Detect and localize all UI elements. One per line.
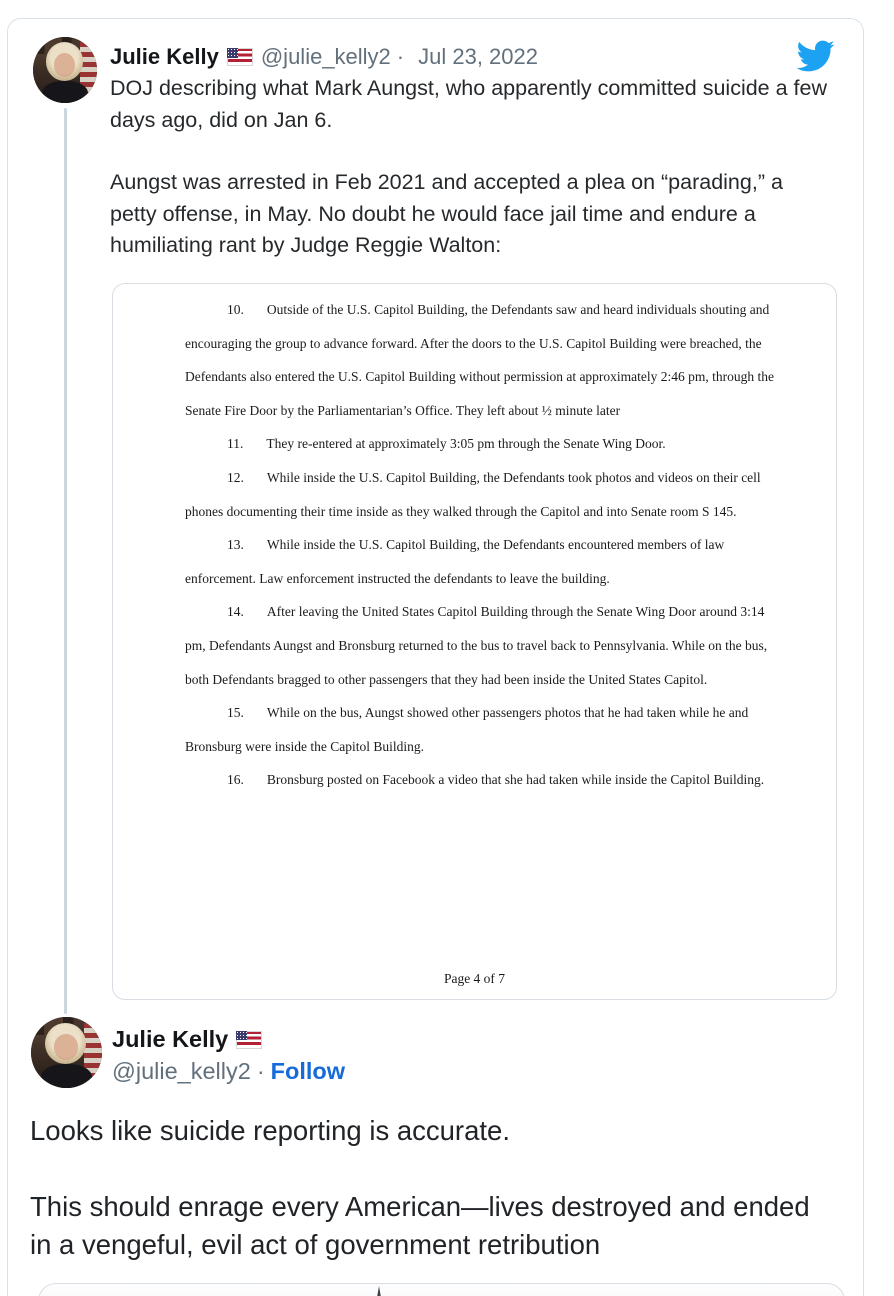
paragraph-text: Outside of the U.S. Capitol Building, the Defendants saw and heard individuals shouting and encouraging the group to advance forward. After the doors to the U.S. Capitol Building were breached, the Defendants also entered the U.S. Capitol Building without permission at approximately 2:46 pm, through the Senate Fire Door by the Parliamentarian’s Office. They left about ½ minute later bbox=[185, 302, 775, 418]
main-tweet-text bbox=[30, 1112, 822, 1264]
media-image-attachment[interactable] bbox=[38, 1283, 845, 1296]
thread-connector-line bbox=[64, 108, 67, 1014]
author-name[interactable]: Julie Kelly bbox=[112, 1026, 229, 1052]
us-flag-icon bbox=[227, 48, 253, 66]
paragraph-text: Bronsburg posted on Facebook a video that she had taken while inside the Capitol Building. bbox=[266, 772, 765, 788]
document-image-attachment[interactable] bbox=[112, 283, 837, 1000]
quoted-tweet-text bbox=[110, 73, 830, 262]
paragraph-text: After leaving the United States Capitol Building through the Senate Wing Door around 3:14 pm, Defendants Aungst and Bronsburg returned to the bus to travel back to Pennsylvania. While on the bus, both Defendants bragged to other passengers that they had been inside the United States Capitol. bbox=[185, 604, 768, 687]
document-paragraph bbox=[185, 528, 777, 595]
dot-separator: · bbox=[396, 44, 405, 69]
document-paragraph bbox=[185, 427, 777, 461]
monument-tip-image-fragment bbox=[373, 1286, 385, 1296]
document-paragraph bbox=[185, 461, 777, 528]
dot-separator: · bbox=[256, 1058, 265, 1084]
document-paragraph bbox=[185, 763, 777, 797]
document-paragraph bbox=[185, 595, 777, 696]
avatar-photo-face bbox=[54, 1034, 77, 1060]
main-tweet-handle-row bbox=[112, 1058, 345, 1085]
paragraph-text: While inside the U.S. Capitol Building, the Defendants encountered members of law enforcement. Law enforcement instructed the defendants to leave the building. bbox=[185, 537, 725, 586]
author-name[interactable]: Julie Kelly bbox=[110, 44, 219, 69]
tweet-paragraph: Looks like suicide reporting is accurate. bbox=[30, 1115, 510, 1146]
paragraph-text: They re-entered at approximately 3:05 pm through the Senate Wing Door. bbox=[266, 436, 666, 452]
paragraph-text: While inside the U.S. Capitol Building, the Defendants took photos and videos on their cell phones documenting their time inside as they walked through the Capitol and into Senate room S 145. bbox=[185, 469, 761, 519]
tweet-date[interactable]: Jul 23, 2022 bbox=[418, 44, 538, 69]
avatar-photo-torso bbox=[42, 81, 88, 103]
paragraph-number: 14. bbox=[227, 604, 244, 620]
avatar[interactable] bbox=[31, 1017, 102, 1088]
tweet-paragraph: DOJ describing what Mark Aungst, who apparently committed suicide a few days ago, did on Jan 6. bbox=[110, 76, 827, 132]
avatar[interactable] bbox=[33, 37, 97, 103]
main-tweet-author-row bbox=[112, 1026, 262, 1053]
paragraph-number: 11. bbox=[227, 436, 244, 452]
follow-link[interactable]: Follow bbox=[270, 1058, 346, 1084]
paragraph-number: 15. bbox=[227, 705, 244, 721]
author-handle[interactable]: @julie_kelly2 bbox=[260, 44, 391, 69]
tweet-paragraph: This should enrage every American—lives destroyed and ended in a vengeful, evil act of government retribution bbox=[30, 1191, 810, 1260]
tweet-paragraph: Aungst was arrested in Feb 2021 and accepted a plea on “parading,” a petty offense, in May. No doubt he would face jail time and endure a humiliating rant by Judge Reggie Walton: bbox=[110, 170, 783, 257]
paragraph-number: 10. bbox=[227, 302, 244, 317]
document-paragraph bbox=[185, 293, 777, 427]
document-page-number: Page 4 of 7 bbox=[443, 971, 506, 986]
avatar-photo-torso bbox=[41, 1064, 92, 1088]
avatar-photo-face bbox=[54, 53, 75, 77]
document-paragraph bbox=[185, 696, 777, 763]
twitter-bird-icon[interactable] bbox=[793, 36, 837, 76]
paragraph-text: While on the bus, Aungst showed other passengers photos that he had taken while he and Bronsburg were inside the Capitol Building. bbox=[185, 705, 749, 754]
paragraph-number: 12. bbox=[227, 469, 244, 485]
quoted-tweet-header bbox=[110, 44, 790, 70]
paragraph-number: 16. bbox=[227, 772, 244, 788]
paragraph-number: 13. bbox=[227, 537, 244, 553]
author-handle[interactable]: @julie_kelly2 bbox=[112, 1058, 251, 1084]
us-flag-icon bbox=[236, 1031, 262, 1049]
document-text bbox=[185, 293, 777, 797]
